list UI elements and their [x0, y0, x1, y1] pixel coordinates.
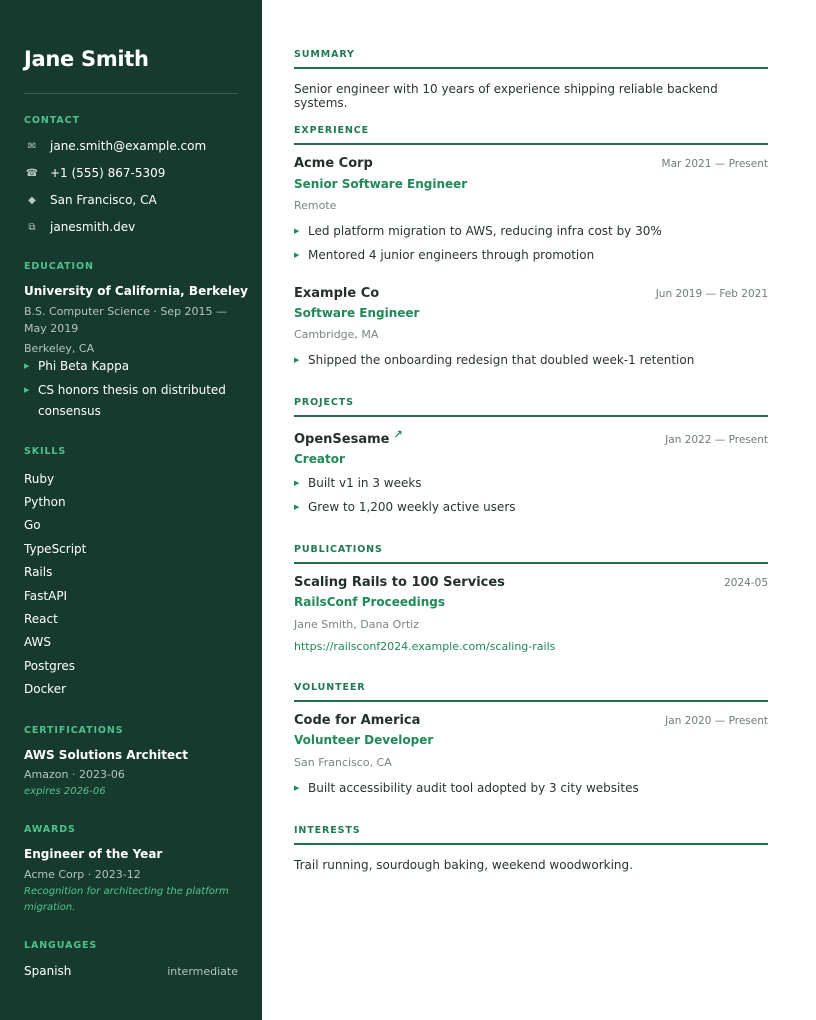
skill-item: TypeScript: [24, 542, 87, 556]
contact-phone[interactable]: [24, 163, 165, 183]
publication-title: Scaling Rails to 100 Services: [294, 575, 505, 590]
bullet-triangle-icon: ▶: [294, 784, 300, 792]
award-meta: Acme Corp · 2023-12: [24, 868, 141, 881]
contact-location-text: San Francisco, CA: [50, 193, 157, 207]
contact-heading: CONTACT: [24, 115, 80, 126]
project-role: Creator: [294, 452, 345, 466]
publication-url[interactable]: https://railsconf2024.example.com/scaling-rails: [294, 640, 556, 653]
publication-authors: Jane Smith, Dana Ortiz: [294, 618, 419, 631]
award-note: Recognition for architecting the platform migration.: [24, 886, 229, 913]
summary-text: Senior engineer with 10 years of experience shipping reliable backend systems.: [294, 82, 718, 110]
experience-bullet: ▶ Led platform migration to AWS, reducing infra cost by 30%: [294, 224, 662, 238]
education-location: Berkeley, CA: [24, 342, 95, 355]
education-bullet: ▶ CS honors thesis on distributed consensus: [24, 380, 238, 422]
skill-item: Go: [24, 518, 41, 532]
skill-item: Ruby: [24, 472, 55, 486]
name-divider: [24, 93, 238, 94]
phone-icon: ☎: [25, 167, 39, 179]
project-dates: Jan 2022 — Present: [665, 434, 768, 446]
volunteer-org: Code for America: [294, 713, 421, 728]
skill-item: FastAPI: [24, 589, 68, 603]
language-row: [24, 964, 238, 978]
bullet-triangle-icon: ▶: [294, 251, 300, 259]
experience-company: Acme Corp: [294, 156, 373, 171]
education-school: University of California, Berkeley: [24, 284, 248, 298]
publication-venue: RailsConf Proceedings: [294, 595, 446, 609]
bullet-triangle-icon: ▶: [294, 503, 300, 511]
skills-heading: SKILLS: [24, 446, 67, 457]
contact-email[interactable]: [24, 136, 206, 156]
main-content: [294, 0, 768, 1020]
skill-item: AWS: [24, 635, 52, 649]
certification-meta: Amazon · 2023-06: [24, 768, 125, 781]
link-icon: ⧉: [28, 221, 36, 233]
bullet-triangle-icon: ▶: [294, 356, 300, 364]
volunteer-dates: Jan 2020 — Present: [665, 715, 768, 727]
bullet-triangle-icon: ▶: [294, 479, 300, 487]
bullet-triangle-icon: ▶: [24, 362, 30, 370]
volunteer-bullet: ▶ Built accessibility audit tool adopted by 3 city websites: [294, 781, 639, 795]
skill-item: Postgres: [24, 659, 76, 673]
skill-item: React: [24, 612, 58, 626]
experience-heading: EXPERIENCE: [294, 125, 768, 145]
project-bullet: ▶ Built v1 in 3 weeks: [294, 476, 422, 490]
experience-bullet: ▶ Shipped the onboarding redesign that doubled week-1 retention: [294, 353, 695, 367]
envelope-icon: ✉: [27, 140, 37, 152]
education-bullet: ▶ Phi Beta Kappa: [24, 356, 238, 377]
languages-heading: LANGUAGES: [24, 940, 98, 951]
experience-role: Senior Software Engineer: [294, 177, 468, 191]
contact-location: [24, 190, 157, 210]
sidebar: [0, 0, 262, 1020]
projects-heading: PROJECTS: [294, 397, 768, 417]
skill-item: Python: [24, 495, 66, 509]
project-bullet: ▶ Grew to 1,200 weekly active users: [294, 500, 516, 514]
contact-email-text[interactable]: jane.smith@example.com: [50, 139, 207, 153]
education-heading: EDUCATION: [24, 261, 94, 272]
experience-role: Software Engineer: [294, 306, 420, 320]
awards-heading: AWARDS: [24, 824, 76, 835]
bullet-triangle-icon: ▶: [24, 386, 30, 394]
project-name[interactable]: OpenSesame ↗: [294, 428, 403, 447]
volunteer-heading: VOLUNTEER: [294, 682, 768, 702]
interests-heading: INTERESTS: [294, 825, 768, 845]
interests-text: Trail running, sourdough baking, weekend woodworking.: [294, 858, 633, 872]
certification-title: AWS Solutions Architect: [24, 748, 189, 762]
location-icon: ◆: [28, 194, 36, 206]
publication-date: 2024-05: [724, 577, 768, 589]
certifications-heading: CERTIFICATIONS: [24, 725, 124, 736]
experience-location: Remote: [294, 199, 337, 212]
volunteer-location: San Francisco, CA: [294, 756, 392, 769]
full-name: Jane Smith: [24, 47, 149, 71]
award-title: Engineer of the Year: [24, 847, 163, 861]
experience-dates: Mar 2021 — Present: [661, 158, 768, 170]
experience-dates: Jun 2019 — Feb 2021: [655, 288, 768, 300]
certification-expires: expires 2026-06: [24, 786, 106, 797]
language-name: Spanish: [24, 964, 72, 978]
experience-company: Example Co: [294, 286, 380, 301]
skill-item: Rails: [24, 565, 53, 579]
summary-heading: SUMMARY: [294, 49, 768, 69]
volunteer-role: Volunteer Developer: [294, 733, 434, 747]
experience-bullet: ▶ Mentored 4 junior engineers through promotion: [294, 248, 595, 262]
publications-heading: PUBLICATIONS: [294, 544, 768, 564]
contact-website[interactable]: [24, 217, 135, 237]
experience-location: Cambridge, MA: [294, 328, 379, 341]
skill-item: Docker: [24, 682, 67, 696]
bullet-triangle-icon: ▶: [294, 227, 300, 235]
contact-website-text[interactable]: janesmith.dev: [50, 220, 136, 234]
language-level: intermediate: [167, 964, 238, 978]
education-degree: B.S. Computer Science · Sep 2015 — May 2019: [24, 305, 228, 335]
external-link-icon[interactable]: ↗: [393, 428, 403, 441]
contact-phone-text[interactable]: +1 (555) 867-5309: [50, 166, 166, 180]
